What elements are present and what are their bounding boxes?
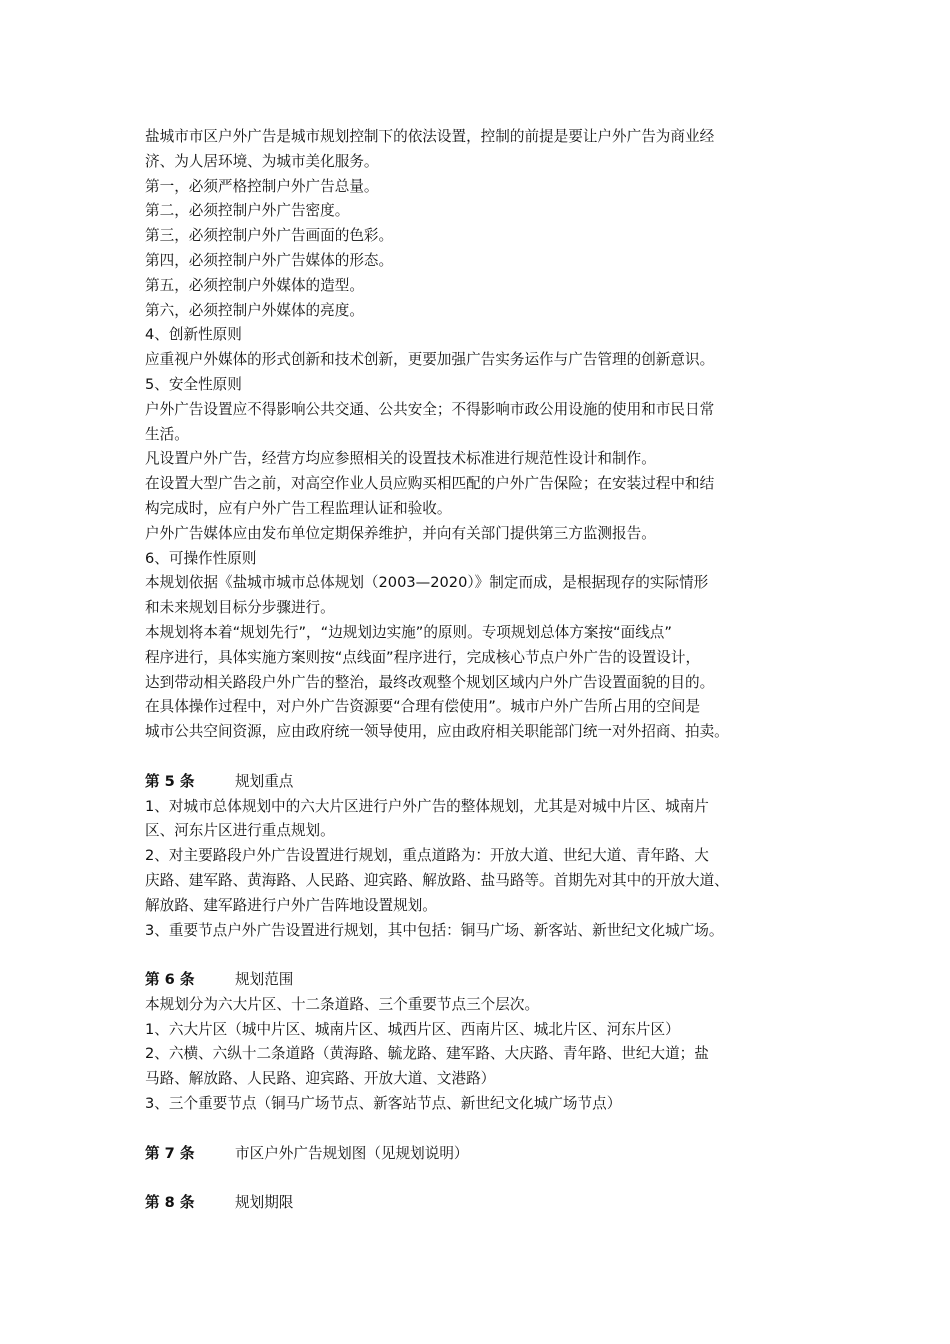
subsection-title: 5、安全性原则: [145, 375, 242, 393]
article-number: 第 5 条: [145, 772, 195, 790]
spacer: [145, 745, 810, 770]
text-line: 城市公共空间资源，应由政府统一领导使用，应由政府相关职能部门统一对外招商、拍卖。: [145, 723, 729, 741]
text-line: 户外广告设置应不得影响公共交通、公共安全；不得影响市政公用设施的使用和市民日常: [145, 400, 715, 418]
text-line: 凡设置户外广告，经营方均应参照相关的设置技术标准进行规范性设计和制作。: [145, 450, 656, 468]
text-line: 程序进行，具体实施方案则按“点线面”程序进行，完成核心节点户外广告的设置设计，: [145, 648, 701, 666]
text-line: 第二，必须控制户外广告密度。: [145, 202, 350, 220]
article-5: [145, 770, 810, 944]
text-line: 2、对主要路段户外广告设置进行规划，重点道路为：开放大道、世纪大道、青年路、大: [145, 847, 709, 865]
article-heading: [145, 1142, 810, 1167]
text-line: 第五，必须控制户外媒体的造型。: [145, 276, 364, 294]
text-line: 济、为人居环境、为城市美化服务。: [145, 152, 379, 170]
article-7: [145, 1142, 810, 1167]
text-line: 生活。: [145, 425, 189, 443]
text-line: 本规划将本着“规划先行”，“边规划边实施”的原则。专项规划总体方案按“面线点”: [145, 623, 672, 641]
article-number: 第 6 条: [145, 971, 195, 989]
document-body: [145, 125, 810, 1216]
section-principles: [145, 125, 810, 745]
text-line: 2、六横、六纵十二条道路（黄海路、毓龙路、建军路、大庆路、青年路、世纪大道；盐: [145, 1045, 709, 1063]
text-line: 户外广告媒体应由发布单位定期保养维护，并向有关部门提供第三方监测报告。: [145, 524, 656, 542]
subsection-title: 6、可操作性原则: [145, 549, 257, 567]
text-line: 第六，必须控制户外媒体的亮度。: [145, 301, 364, 319]
text-line: 在具体操作过程中，对户外广告资源要“合理有偿使用”。城市户外广告所占用的空间是: [145, 698, 701, 716]
article-title: 规划范围: [235, 971, 294, 989]
text-line: 马路、解放路、人民路、迎宾路、开放大道、文港路）: [145, 1070, 496, 1088]
text-line: 区、河东片区进行重点规划。: [145, 822, 335, 840]
text-line: 构完成时，应有户外广告工程监理认证和验收。: [145, 499, 452, 517]
article-title: 市区户外广告规划图（见规划说明）: [235, 1144, 469, 1162]
spacer: [145, 1117, 810, 1142]
article-number: 第 7 条: [145, 1144, 195, 1162]
text-line: 盐城市市区户外广告是城市规划控制下的依法设置，控制的前提是要让户外广告为商业经: [145, 128, 715, 145]
text-line: 庆路、建军路、黄海路、人民路、迎宾路、解放路、盐马路等。首期先对其中的开放大道、: [145, 871, 729, 889]
article-heading: [145, 968, 810, 993]
text-line: 第一，必须严格控制户外广告总量。: [145, 177, 379, 195]
text-line: 1、对城市总体规划中的六大片区进行户外广告的整体规划，尤其是对城中片区、城南片: [145, 797, 709, 815]
article-8: [145, 1191, 810, 1216]
article-6: [145, 968, 810, 1117]
article-title: 规划重点: [235, 772, 294, 790]
text-line: 在设置大型广告之前，对高空作业人员应购买相匹配的户外广告保险；在安装过程中和结: [145, 475, 715, 493]
text-line: 本规划依据《盐城市城市总体规划（2003—2020）》制定而成，是根据现存的实际情形: [145, 574, 709, 592]
article-title: 规划期限: [235, 1194, 294, 1212]
text-line: 1、六大片区（城中片区、城南片区、城西片区、西南片区、城北片区、河东片区）: [145, 1020, 680, 1038]
text-line: 第四，必须控制户外广告媒体的形态。: [145, 251, 394, 269]
article-heading: [145, 1191, 810, 1216]
subsection-title: 4、创新性原则: [145, 326, 242, 344]
text-line: 和未来规划目标分步骤进行。: [145, 599, 335, 617]
text-line: 本规划分为六大片区、十二条道路、三个重要节点三个层次。: [145, 995, 540, 1013]
text-line: 应重视户外媒体的形式创新和技术创新，更要加强广告实务运作与广告管理的创新意识。: [145, 351, 715, 369]
article-heading: [145, 770, 810, 795]
text-line: 3、重要节点户外广告设置进行规划，其中包括：铜马广场、新客站、新世纪文化城广场。: [145, 921, 724, 939]
text-line: 3、三个重要节点（铜马广场节点、新客站节点、新世纪文化城广场节点）: [145, 1095, 622, 1113]
spacer: [145, 1166, 810, 1191]
text-line: 达到带动相关路段户外广告的整治，最终改观整个规划区域内户外广告设置面貌的目的。: [145, 673, 715, 691]
spacer: [145, 943, 810, 968]
text-line: 解放路、建军路进行户外广告阵地设置规划。: [145, 896, 437, 914]
text-line: 第三，必须控制户外广告画面的色彩。: [145, 227, 394, 245]
article-number: 第 8 条: [145, 1194, 195, 1212]
